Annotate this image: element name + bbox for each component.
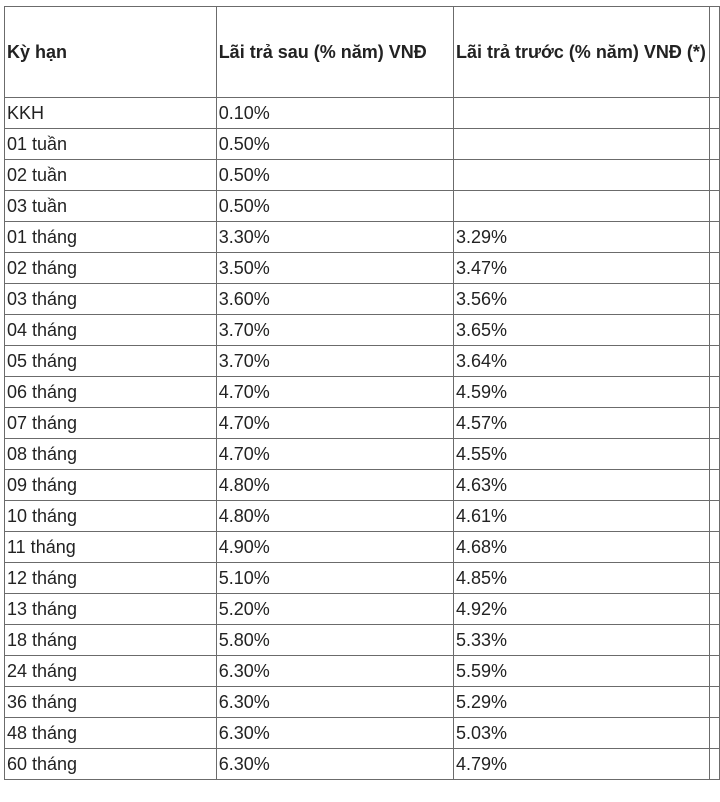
rate-paid-after-cell: 6.30%	[216, 718, 453, 749]
rate-paid-after-cell: 4.70%	[216, 439, 453, 470]
term-cell: 60 tháng	[5, 749, 217, 780]
clipped-cell	[710, 563, 720, 594]
term-cell: 12 tháng	[5, 563, 217, 594]
term-cell: 02 tuần	[5, 160, 217, 191]
term-cell: 02 tháng	[5, 253, 217, 284]
rate-paid-after-cell: 6.30%	[216, 656, 453, 687]
clipped-cell	[710, 346, 720, 377]
table-row	[5, 191, 720, 222]
table-header-row	[5, 7, 720, 98]
table-row	[5, 346, 720, 377]
term-cell: 04 tháng	[5, 315, 217, 346]
rate-paid-before-cell: 4.68%	[453, 532, 709, 563]
header-rate-paid-after: Lãi trả sau (% năm) VNĐ	[216, 7, 453, 98]
rate-paid-after-cell: 3.30%	[216, 222, 453, 253]
rate-paid-after-cell: 3.70%	[216, 346, 453, 377]
clipped-cell	[710, 687, 720, 718]
interest-rate-table	[4, 6, 720, 780]
rate-paid-after-cell: 5.10%	[216, 563, 453, 594]
table-row	[5, 687, 720, 718]
rate-paid-before-cell	[453, 98, 709, 129]
rate-paid-before-cell: 3.65%	[453, 315, 709, 346]
clipped-cell	[710, 532, 720, 563]
clipped-cell	[710, 129, 720, 160]
table-row	[5, 625, 720, 656]
rate-paid-after-cell: 6.30%	[216, 687, 453, 718]
table-row	[5, 470, 720, 501]
header-clipped-column	[710, 7, 720, 98]
table-row	[5, 439, 720, 470]
rate-paid-before-cell: 4.55%	[453, 439, 709, 470]
rate-paid-after-cell: 0.50%	[216, 160, 453, 191]
term-cell: 18 tháng	[5, 625, 217, 656]
clipped-cell	[710, 625, 720, 656]
clipped-cell	[710, 501, 720, 532]
table-row	[5, 160, 720, 191]
term-cell: 24 tháng	[5, 656, 217, 687]
table-row	[5, 594, 720, 625]
header-rate-paid-before: Lãi trả trước (% năm) VNĐ (*)	[453, 7, 709, 98]
clipped-cell	[710, 160, 720, 191]
clipped-cell	[710, 222, 720, 253]
rate-paid-after-cell: 6.30%	[216, 749, 453, 780]
rate-paid-before-cell: 3.29%	[453, 222, 709, 253]
rate-paid-before-cell: 5.03%	[453, 718, 709, 749]
term-cell: 09 tháng	[5, 470, 217, 501]
term-cell: 01 tuần	[5, 129, 217, 160]
rate-paid-before-cell	[453, 191, 709, 222]
rate-paid-after-cell: 4.80%	[216, 470, 453, 501]
rate-paid-before-cell: 3.47%	[453, 253, 709, 284]
rate-paid-after-cell: 4.70%	[216, 408, 453, 439]
rate-paid-after-cell: 0.10%	[216, 98, 453, 129]
table-row	[5, 253, 720, 284]
header-term: Kỳ hạn	[5, 7, 217, 98]
rate-paid-after-cell: 0.50%	[216, 129, 453, 160]
rate-paid-before-cell	[453, 160, 709, 191]
table-row	[5, 284, 720, 315]
table-row	[5, 408, 720, 439]
clipped-cell	[710, 718, 720, 749]
rate-paid-before-cell: 4.92%	[453, 594, 709, 625]
clipped-cell	[710, 594, 720, 625]
rate-paid-before-cell: 4.85%	[453, 563, 709, 594]
term-cell: 07 tháng	[5, 408, 217, 439]
clipped-cell	[710, 749, 720, 780]
table-row	[5, 749, 720, 780]
term-cell: KKH	[5, 98, 217, 129]
term-cell: 10 tháng	[5, 501, 217, 532]
table-row	[5, 656, 720, 687]
term-cell: 13 tháng	[5, 594, 217, 625]
rate-paid-before-cell: 4.61%	[453, 501, 709, 532]
clipped-cell	[710, 656, 720, 687]
clipped-cell	[710, 470, 720, 501]
table-row	[5, 222, 720, 253]
rate-paid-after-cell: 3.50%	[216, 253, 453, 284]
rate-paid-before-cell: 3.56%	[453, 284, 709, 315]
rate-paid-after-cell: 0.50%	[216, 191, 453, 222]
table-row	[5, 377, 720, 408]
clipped-cell	[710, 315, 720, 346]
term-cell: 36 tháng	[5, 687, 217, 718]
rate-paid-after-cell: 4.90%	[216, 532, 453, 563]
rate-paid-after-cell: 4.70%	[216, 377, 453, 408]
table-row	[5, 563, 720, 594]
clipped-cell	[710, 191, 720, 222]
table-row	[5, 532, 720, 563]
rate-paid-before-cell: 4.63%	[453, 470, 709, 501]
table-row	[5, 501, 720, 532]
rate-paid-before-cell: 4.57%	[453, 408, 709, 439]
table-row	[5, 98, 720, 129]
term-cell: 11 tháng	[5, 532, 217, 563]
term-cell: 01 tháng	[5, 222, 217, 253]
rate-paid-after-cell: 4.80%	[216, 501, 453, 532]
clipped-cell	[710, 98, 720, 129]
rate-paid-after-cell: 5.20%	[216, 594, 453, 625]
rate-paid-before-cell: 4.79%	[453, 749, 709, 780]
table-row	[5, 718, 720, 749]
rate-paid-after-cell: 5.80%	[216, 625, 453, 656]
term-cell: 08 tháng	[5, 439, 217, 470]
rate-paid-before-cell: 3.64%	[453, 346, 709, 377]
rate-paid-after-cell: 3.70%	[216, 315, 453, 346]
table-row	[5, 129, 720, 160]
term-cell: 05 tháng	[5, 346, 217, 377]
rate-paid-before-cell: 5.59%	[453, 656, 709, 687]
rate-paid-before-cell: 5.33%	[453, 625, 709, 656]
term-cell: 06 tháng	[5, 377, 217, 408]
clipped-cell	[710, 284, 720, 315]
clipped-cell	[710, 377, 720, 408]
term-cell: 48 tháng	[5, 718, 217, 749]
rate-paid-before-cell: 4.59%	[453, 377, 709, 408]
table-row	[5, 315, 720, 346]
clipped-cell	[710, 253, 720, 284]
rate-paid-after-cell: 3.60%	[216, 284, 453, 315]
term-cell: 03 tháng	[5, 284, 217, 315]
term-cell: 03 tuần	[5, 191, 217, 222]
clipped-cell	[710, 408, 720, 439]
rate-paid-before-cell	[453, 129, 709, 160]
rate-paid-before-cell: 5.29%	[453, 687, 709, 718]
clipped-cell	[710, 439, 720, 470]
